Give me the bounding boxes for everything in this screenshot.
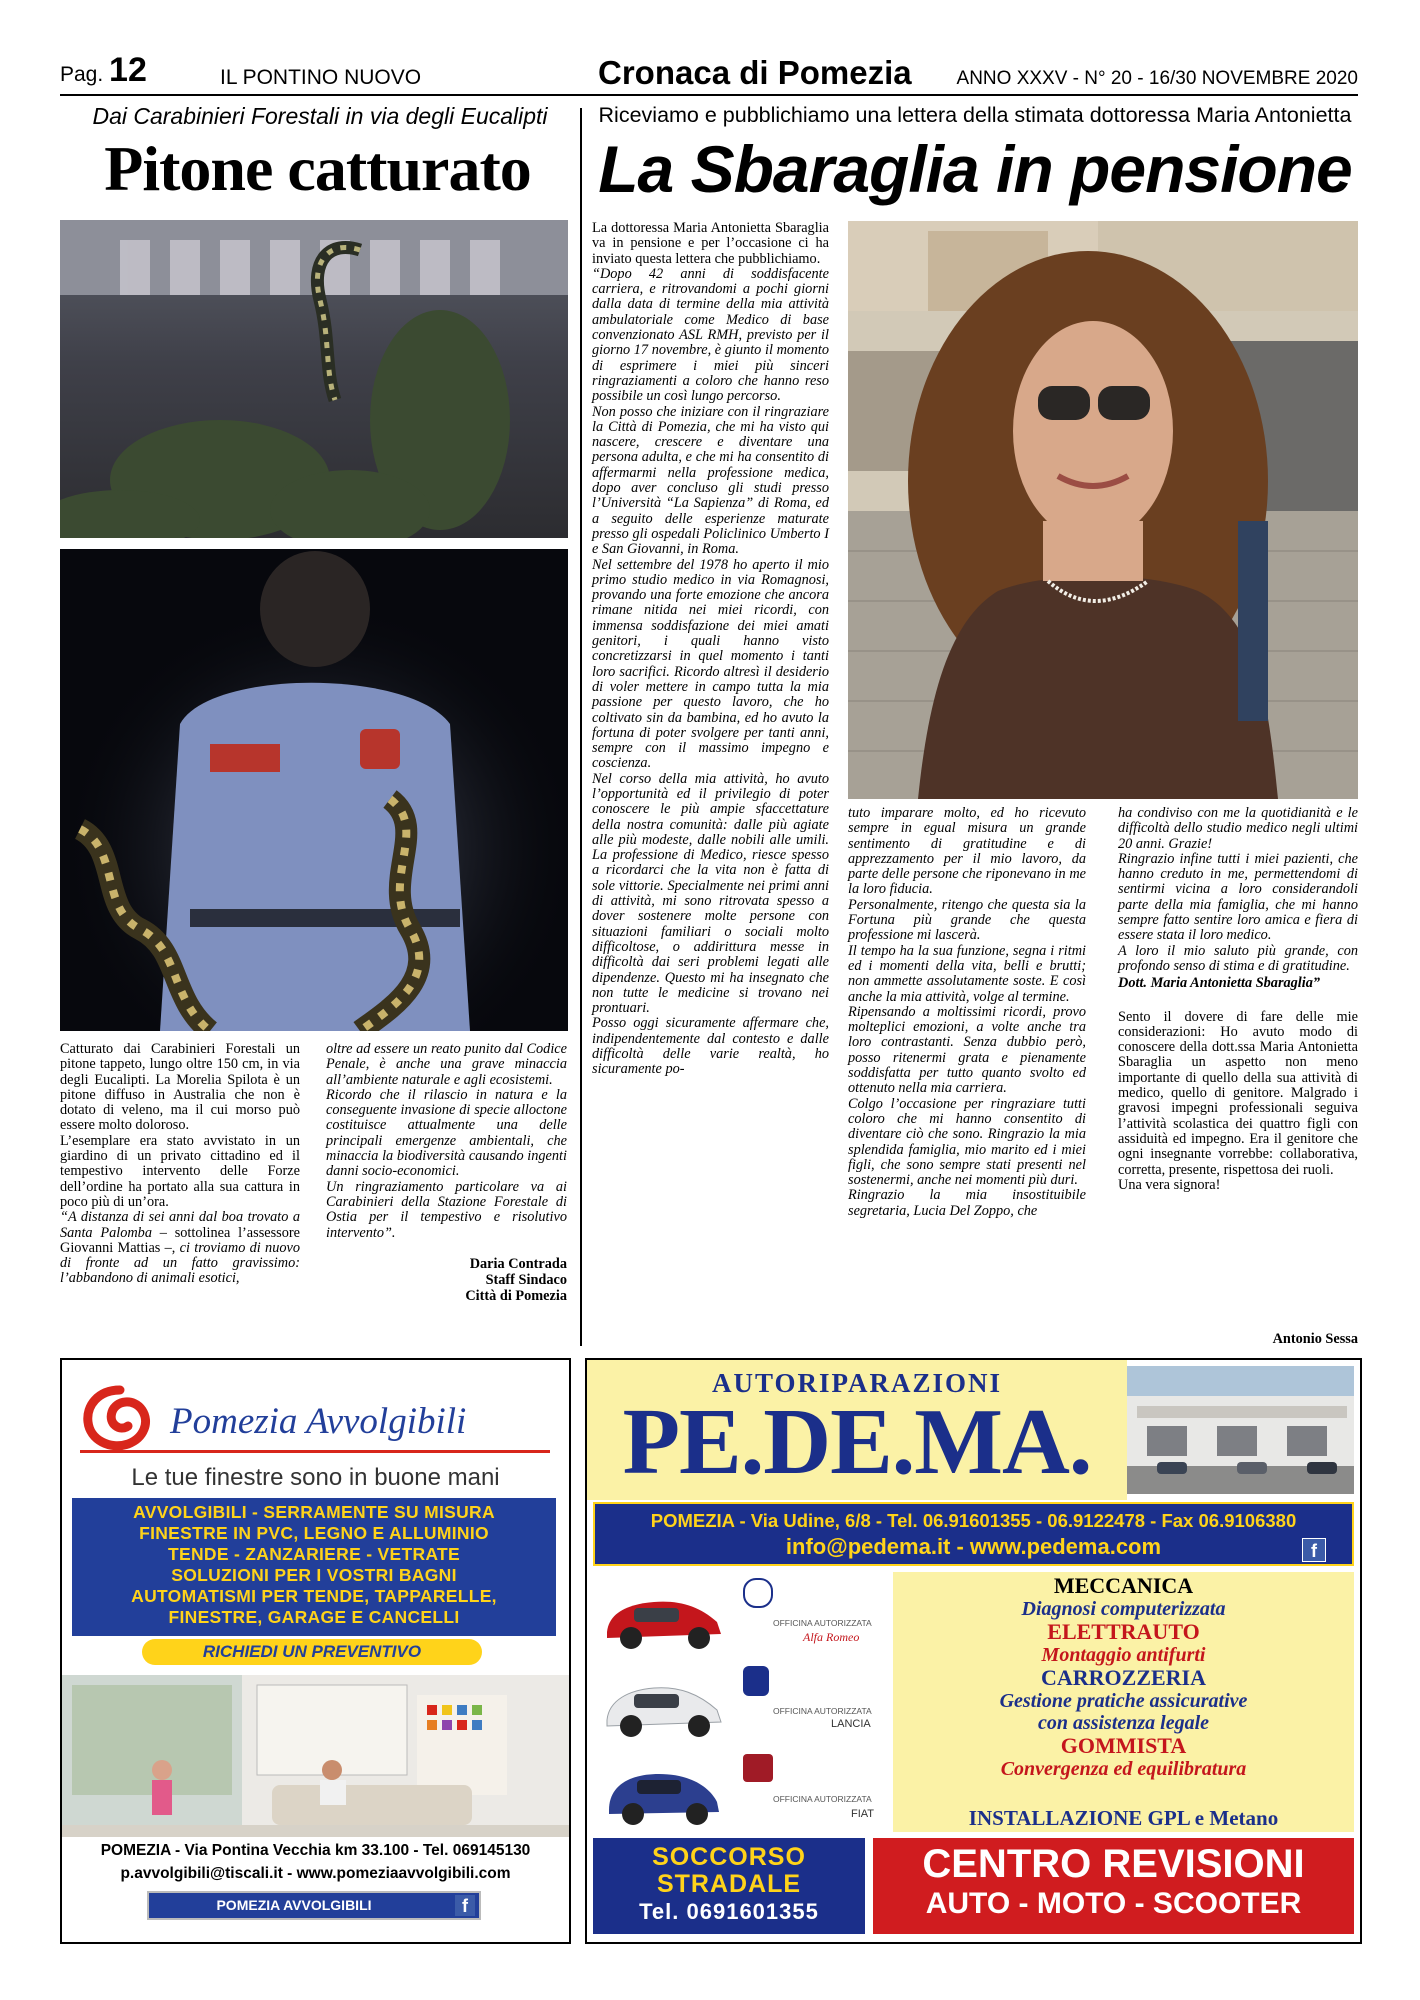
paragraph: Un ringraziamento particolare va ai Carabinieri della Stazione Forestale di Ostia per il tempestivo e risolutivo intervento”. bbox=[326, 1178, 567, 1241]
services-band: AVVOLGIBILI - SERRAMENTE SU MISURA FINESTRE IN PVC, LEGNO E ALLUMINIO TENDE - ZANZARIERE - VETRATE SOLUZIONI PER I VOSTRI BAGNI AUTOMATISMI PER TENDE, TAPPARELLE, FINESTRE, GARAGE E CANCELLI bbox=[72, 1498, 556, 1636]
officer-photo-graphic bbox=[60, 549, 568, 1031]
paragraph: oltre ad essere un reato punito dal Codice Penale, è anche una grave minaccia all’ambiente naturale e agli ecosistemi. bbox=[326, 1041, 567, 1088]
quote-request-button[interactable]: RICHIEDI UN PREVENTIVO bbox=[142, 1639, 482, 1665]
paragraph: Posso oggi sicuramente affermare che, indipendentemente dal contesto e dalle difficoltà delle varie realtà, ho sicuramente po- bbox=[592, 1015, 829, 1078]
right-headline: La Sbaraglia in pensione bbox=[598, 132, 1352, 206]
pedema-web[interactable]: info@pedema.it - www.pedema.com bbox=[785, 1534, 1162, 1559]
ad-contacts[interactable]: p.avvolgibili@tiscali.it - www.pomeziaavvolgibili.com bbox=[120, 1865, 511, 1882]
paragraph: Ricordo che il rilascio in natura e la conseguente invasione di specie alloctone costituisce attualmente una delle principali emergenze ambientali, che minaccia la biodiversità causando ingenti danni socio-economici. bbox=[326, 1086, 567, 1180]
right-story-col1 bbox=[592, 221, 829, 1078]
issue-info: ANNO XXXV - N° 20 - 16/30 NOVEMBRE 2020 bbox=[956, 68, 1358, 89]
right-author: Antonio Sessa bbox=[1272, 1331, 1358, 1347]
service-sub: Gestione pratiche assicurative bbox=[999, 1690, 1248, 1712]
installazione-gpl: INSTALLAZIONE GPL e Metano bbox=[893, 1806, 1354, 1832]
authorized-brands bbox=[593, 1572, 893, 1832]
sbaraglia-portrait-photo bbox=[848, 221, 1358, 799]
paragraph: Colgo l’occasione per ringraziare tutti coloro che mi hanno consentito di diventare ciò che sono. Ringrazio la mia splendida famiglia, mio marito ed i miei figli, che sono sempre stati presenti nel sostenermi, anche nei momenti più duri. bbox=[848, 1095, 1086, 1189]
workshop-building-photo bbox=[1127, 1366, 1354, 1494]
python-in-tree-photo bbox=[60, 220, 568, 538]
ad-pomezia-avvolgibili[interactable] bbox=[60, 1358, 571, 1944]
service-sub: Montaggio antifurti bbox=[1041, 1644, 1206, 1666]
swirl-logo-icon bbox=[80, 1382, 160, 1454]
paragraph: Personalmente, ritengo che questa sia la Fortuna più grande che questa professione mi lascerà. bbox=[848, 896, 1086, 944]
ad-address: POMEZIA - Via Pontina Vecchia km 33.100 - Tel. 069145130 bbox=[100, 1842, 531, 1859]
paragraph: Ringrazio infine tutti i miei pazienti, che hanno creduto in me, permettendomi di sentirmi vicina a loro considerandoli parte della mia famiglia, che mi hanno sempre fatto sentire loro amica e fiera di essere stata il loro medico. bbox=[1118, 850, 1358, 944]
paragraph: L’esemplare era stato avvistato in un giardino di un privato cittadino ed il tempestivo intervento delle Forze dell’ordine ha portato alla sua cattura in poco più di un’ora. bbox=[60, 1132, 300, 1210]
facebook-icon[interactable]: f bbox=[1302, 1538, 1326, 1562]
lancia-logo-icon bbox=[743, 1666, 769, 1696]
alfa-romeo-logo-icon bbox=[743, 1578, 773, 1608]
left-kicker: Dai Carabinieri Forestali in via degli Eucalipti bbox=[92, 103, 548, 129]
comment-end: Una vera signora! bbox=[1118, 1176, 1221, 1193]
python-photo-graphic bbox=[60, 220, 568, 538]
column-rule bbox=[580, 108, 582, 1346]
service-title: ELETTRAUTO bbox=[1047, 1619, 1200, 1644]
service-title: GOMMISTA bbox=[1060, 1733, 1187, 1758]
soccorso-stradale-box: SOCCORSO STRADALE Tel. 0691601355 bbox=[593, 1838, 865, 1934]
letter-signature: Dott. Maria Antonietta Sbaraglia” bbox=[1118, 975, 1321, 992]
paragraph: Ripensando a moltissimi ricordi, provo molteplici emozioni, a volte anche tra loro contrastanti. Senza dubbio però, posso ritenermi grata e pienamente soddisfatta per tutto quanto svolto ed ottenuto nella mia carriera. bbox=[848, 1003, 1086, 1097]
paragraph: tuto imparare molto, ed ho ricevuto sempre in egual misura un grande sentimento di gratitudine e di apprezzamento per il mio lavoro, da parte delle persone che riponevano in me la loro fiducia. bbox=[848, 805, 1086, 898]
blue-car-icon bbox=[599, 1758, 729, 1828]
paragraph: Nel settembre del 1978 ho aperto il mio primo studio medico in via Romagnosi, provando una forte emozione che ancora rimane nitida nei miei ricordi, con immensa soddisfazione dei miei amati genitori, i quali hanno visto concretizzarsi in quel momento i tanti loro sacrifici. Ricordo altresì il desiderio di voler mettere in campo tutta la mia passione per questo lavoro, che ho coltivato sin da bambina, ed ho avuto la fortuna di poter svolgere per tanti anni, sempre con il massimo impegno e coscienza. bbox=[592, 556, 829, 772]
service-sub: con assistenza legale bbox=[1037, 1712, 1210, 1734]
brand-row-fiat: OFFICINA AUTORIZZATA FIAT bbox=[593, 1748, 893, 1832]
paragraph: A loro il mio saluto più grande, con profondo senso di stima e di gratitudine. bbox=[1118, 942, 1358, 974]
facebook-icon[interactable]: f bbox=[455, 1895, 475, 1916]
portrait-graphic bbox=[848, 221, 1358, 799]
paragraph: Il tempo ha la sua funzione, segna i ritmi ed i momenti della vita, belli e brutti; non ammette assolutamente soste. E così anche la mia attività, volge al termine. bbox=[848, 942, 1086, 1005]
living-room-photo bbox=[62, 1675, 569, 1837]
right-story-col2 bbox=[848, 806, 1086, 1219]
paragraph: Non posso che iniziare con il ringraziare la Città di Pomezia, che mi ha visto qui nascere, crescere e diventare una persona adulta, e che mi ha consentito di affermarmi nella professione medica, dopo aver concluso gli studi presso l’Università “La Sapienza” di Roma, ed a seguito delle esperienze maturate presso gli ospedali Policlinico Umberto I e San Giovanni, in Roma. bbox=[592, 403, 829, 558]
ad-tagline: Le tue finestre sono in buone mani bbox=[131, 1464, 500, 1491]
right-story-col3 bbox=[1118, 806, 1358, 1193]
autoriparazioni-label: AUTORIPARAZIONI bbox=[711, 1368, 1003, 1398]
living-room-graphic bbox=[62, 1675, 569, 1837]
service-sub: Convergenza ed equilibratura bbox=[1000, 1758, 1247, 1780]
section-title: Cronaca di Pomezia bbox=[598, 54, 912, 91]
left-headline: Pitone catturato bbox=[104, 133, 531, 204]
pedema-address-band bbox=[593, 1502, 1354, 1566]
service-title: MECCANICA bbox=[1053, 1573, 1194, 1598]
red-car-icon bbox=[599, 1582, 729, 1652]
right-kicker: Riceviamo e pubblichiamo una lettera della stimata dottoressa Maria Antonietta bbox=[598, 103, 1352, 127]
facebook-bar[interactable]: POMEZIA AVVOLGIBILI f bbox=[147, 1891, 481, 1920]
paper-name: IL PONTINO NUOVO bbox=[220, 66, 422, 89]
service-title: CARROZZERIA bbox=[1040, 1665, 1207, 1690]
quote-paragraph: “A distanza di sei anni dal boa trovato a Santa Palomba – sottolinea l’assessore Giovanni Mattias –, ci troviamo di nuovo di fronte ad un fatto gravissimo: l’abbandono di animali esotici, bbox=[60, 1209, 301, 1287]
brand-row-lancia: OFFICINA AUTORIZZATA LANCIA bbox=[593, 1660, 893, 1744]
brand-underline bbox=[80, 1450, 550, 1453]
paragraph: Catturato dai Carabinieri Forestali un pitone tappeto, lungo oltre 150 cm, in via degli Eucalipti. La Morelia Spilota è un pitone diffuso in Australia che non è dotato di veleno, ma il cui morso può essere molto doloroso. bbox=[60, 1041, 300, 1134]
paragraph: ha condiviso con me la quotidianità e le difficoltà dello studio medico negli ultimi 20 anni. Grazie! bbox=[1118, 805, 1358, 852]
paragraph: Nel corso della mia attività, ho avuto l’opportunità ed il privilegio di poter conoscere le più ampie sfaccettature della nostra comunità: dalle più agiate alle più modeste, dalle nobili alle umili. La professione di Medico, riesce spesso a ricordarci che la vita non è fatta di sole vittorie. Specialmente nei primi anni di attività, mi sono ritrovata spesso a dover sostenere molte persone con situazioni familiari o sociali molto difficoltose, o addirittura messe in difficoltà dai seri problemi legati alle dipendenze. Questo mi ha insegnato che non tutte le medicine si trovano nei prontuari. bbox=[592, 770, 829, 1017]
white-car-icon bbox=[599, 1670, 729, 1740]
pedema-address: POMEZIA - Via Udine, 6/8 - Tel. 06.91601355 - 06.9122478 - Fax 06.9106380 bbox=[650, 1510, 1297, 1531]
paragraph: “Dopo 42 anni di soddisfacente carriera, e ritrovandomi a pochi giorni dalla data di termine della mia attività ambulatoriale come Medico di base convenzionato ASL RMH, previsto per il giorno 17 novembre, è giunto il momento di esprimere i miei più sinceri ringraziamenti a coloro che hanno reso possibile un così lungo percorso. bbox=[592, 265, 829, 405]
left-story-col1 bbox=[60, 1042, 300, 1287]
comment-paragraph: Sento il dovere di fare delle mie considerazioni: Ho avuto modo di conoscere della dott.ssa Maria Antonietta Sbaraglia un aspetto non meno importante di quello della sua attività di medico, quello di genitore. Malgrado i gravosi impegni professionali seguiva l’attività scolastica dei quattro figli con assiduità ed impegno. Era il genitore che ogni insegnante vorrebbe: collaborativa, corretta, presente, rispettosa dei ruoli. bbox=[1118, 1008, 1358, 1178]
officer-with-python-photo bbox=[60, 549, 568, 1031]
left-story-col2 bbox=[326, 1042, 567, 1241]
building-graphic bbox=[1127, 1366, 1354, 1494]
left-signature: Daria Contrada Staff Sindaco Città di Pomezia bbox=[465, 1256, 567, 1304]
service-sub: Diagnosi computerizzata bbox=[1021, 1598, 1226, 1620]
brand-row-alfa: OFFICINA AUTORIZZATA Alfa Romeo bbox=[593, 1572, 893, 1656]
ad-pedema[interactable] bbox=[585, 1358, 1362, 1944]
page-header bbox=[60, 51, 1358, 96]
ad-brand: Pomezia Avvolgibili bbox=[170, 1401, 467, 1442]
paragraph: Ringrazio la mia insostituibile segretaria, Lucia Del Zoppo, che bbox=[848, 1187, 1086, 1219]
pedema-name: PE.DE.MA. bbox=[622, 1390, 1092, 1494]
page-number: Pag. 12 bbox=[60, 51, 147, 89]
centro-revisioni-box: CENTRO REVISIONI AUTO - MOTO - SCOOTER bbox=[873, 1838, 1354, 1934]
fiat-logo-icon bbox=[743, 1754, 773, 1782]
services-list bbox=[893, 1572, 1354, 1806]
paragraph: La dottoressa Maria Antonietta Sbaraglia va in pensione e per l’occasione ci ha inviato questa lettera che pubblichiamo. bbox=[592, 220, 829, 267]
